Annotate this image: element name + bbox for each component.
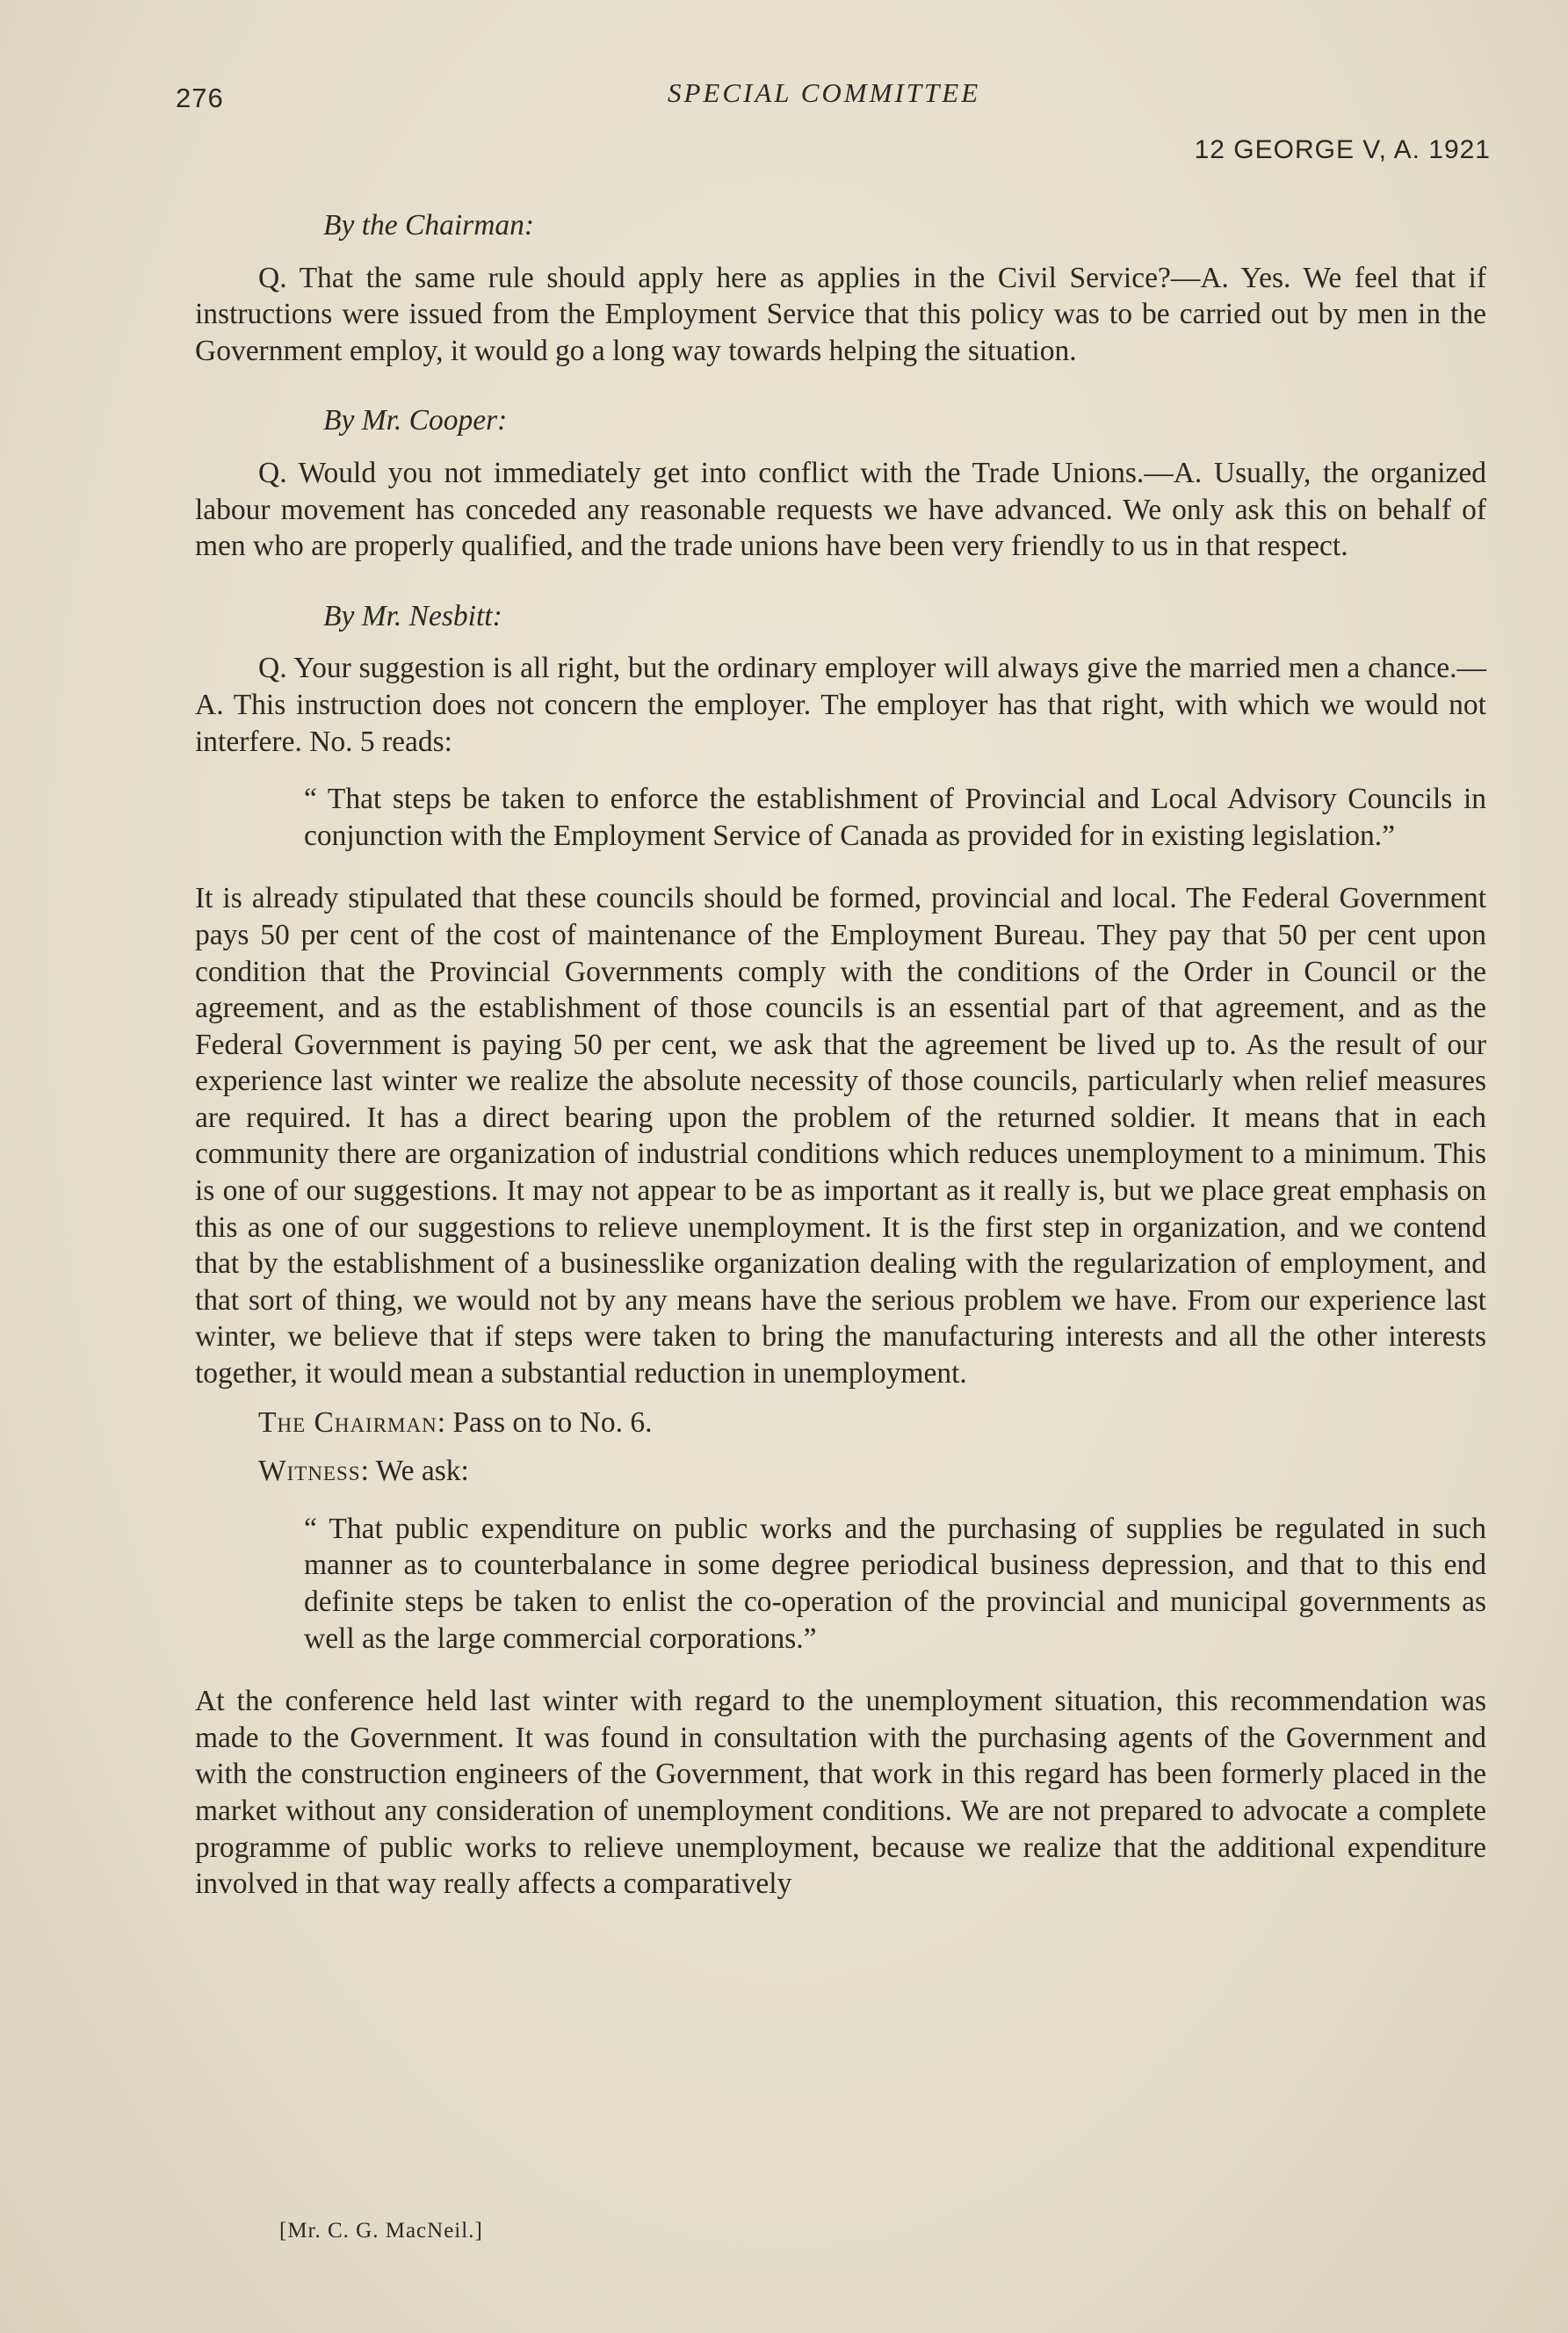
speaker-heading: By Mr. Nesbitt: bbox=[323, 599, 502, 632]
speaker-label: The Chairman bbox=[258, 1405, 437, 1439]
block-quote: “ That public expenditure on public works and the purchasing of supplies be regulated in such manner as to counterbalance in some degree periodical business depression, and that to this end definite steps be taken to enlist the co-operation of the provincial and municipal governments as well as the large commercial corporations.” bbox=[304, 1512, 1486, 1655]
page-header bbox=[176, 69, 1463, 121]
testimony-paragraph: Q. Would you not immediately get into conflict with the Trade Unions.—A. Usually, the organized labour movement has conceded any reasonable requests we have advanced. We only ask this on behalf of men who are properly qualified, and the trade unions have been very friendly to us in that respect. bbox=[195, 456, 1486, 563]
chairman-line bbox=[195, 1405, 1486, 1441]
speaker-heading: By the Chairman: bbox=[323, 209, 535, 242]
body-text bbox=[195, 207, 1486, 1903]
witness-text: : We ask: bbox=[360, 1455, 469, 1488]
footer-attribution: [Mr. C. G. MacNeil.] bbox=[279, 2219, 483, 2243]
page-number: 276 bbox=[176, 83, 224, 113]
speaker-heading: By Mr. Cooper: bbox=[323, 404, 508, 437]
running-title: SPECIAL COMMITTEE bbox=[668, 77, 981, 108]
witness-line bbox=[195, 1453, 1486, 1490]
chairman-text: : Pass on to No. 6. bbox=[437, 1405, 653, 1439]
speaker-label: Witness bbox=[258, 1455, 361, 1488]
testimony-paragraph: Q. Your suggestion is all right, but the ordinary employer will always give the married men a chance.—A. This instruction does not concern the employer. The employer has that right, with which we would not interfere. No. 5 reads: bbox=[195, 652, 1486, 758]
testimony-paragraph: Q. That the same rule should apply here as applies in the Civil Service?—A. Yes. We feel that if instructions were issued from the Employment Service that this policy was to be carried out by men in the Government employ, it would go a long way towards helping the situation. bbox=[195, 261, 1486, 367]
block-quote: “ That steps be taken to enforce the establishment of Provincial and Local Advisory Councils in conjunction with the Employment Service of Canada as provided for in existing legislation.” bbox=[304, 783, 1486, 852]
testimony-paragraph: At the conference held last winter with regard to the unemployment situation, this recommendation was made to the Government. It was found in consultation with the purchasing agents of the Government and with the construction engineers of the Government, that work in this regard has been formerly placed in the market without any consideration of unemployment conditions. We are not prepared to advocate a complete programme of public works to relieve unemployment, because we realize that the additional expenditure involved in that way really affects a comparatively bbox=[195, 1685, 1486, 1901]
testimony-paragraph: It is already stipulated that these councils should be formed, provincial and local. The Federal Government pays 50 per cent of the cost of maintenance of the Employment Bureau. They pay that 50 per cent upon condition that the Provincial Governments comply with the conditions of the Order in Council or the agreement, and as the establishment of those councils is an essential part of that agreement, and as the Federal Government is paying 50 per cent, we ask that the agreement be lived up to. As the result of our experience last winter we realize the absolute necessity of those councils, particularly when relief measures are required. It has a direct bearing upon the problem of the returned soldier. It means that in each community there are organization of industrial conditions which reduces unemployment to a minimum. This is one of our suggestions. It may not appear to be as important as it really is, but we place great emphasis on this as one of our suggestions to relieve unemployment. It is the first step in organization, and we contend that by the establishment of a businesslike organization dealing with the regularization of employment, and that sort of thing, we would not by any means have the serious problem we have. From our experience last winter, we believe that if steps were taken to bring the manufacturing interests and all the other interests together, it would mean a substantial reduction in unemployment. bbox=[195, 882, 1486, 1390]
session-label: 12 GEORGE V, A. 1921 bbox=[1194, 135, 1491, 164]
